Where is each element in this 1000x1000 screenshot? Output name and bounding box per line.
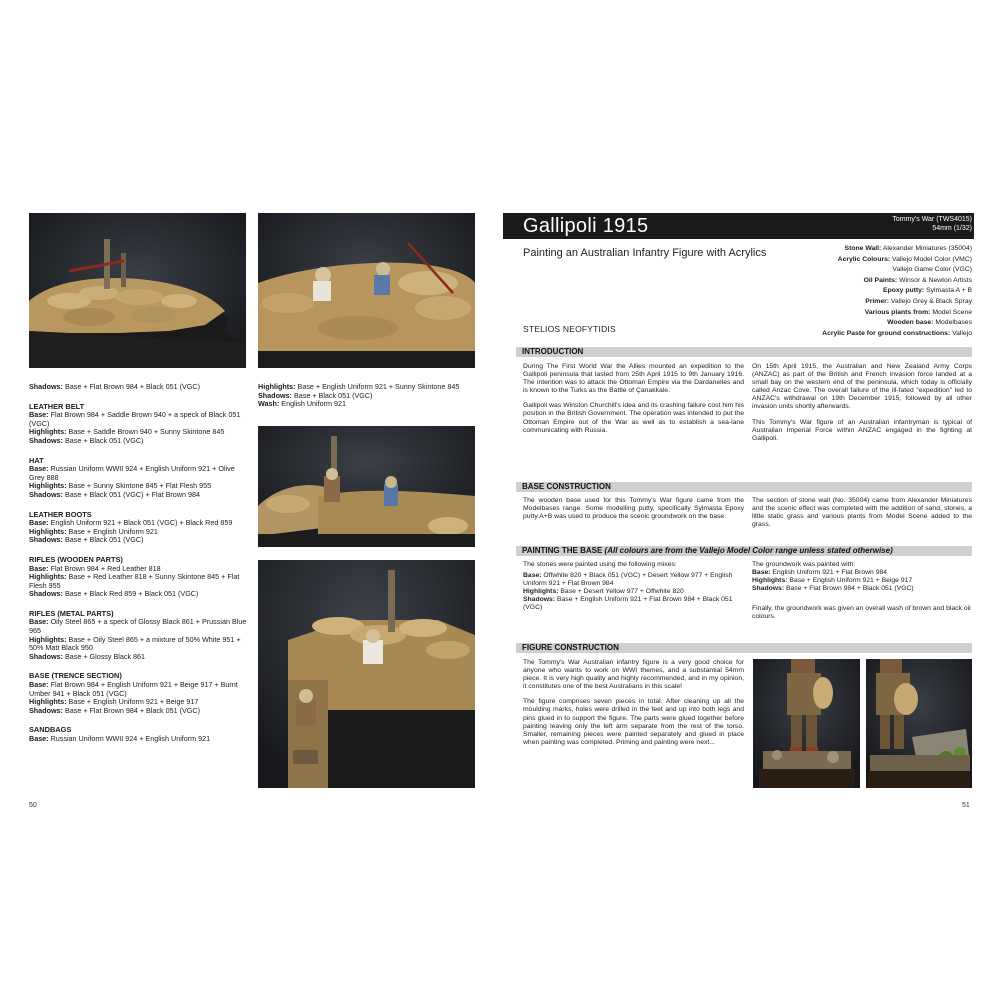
paint-label: Highlights: (752, 577, 788, 585)
kit-scale: 54mm (1/32) (932, 225, 972, 232)
recipe-line (29, 465, 251, 482)
intro-paragraph: Gallipoli was Winston Churchill's idea and its crashing failure cost him his position in the British Government. The operation was intended to put the Ottoman Empire out of the War as well as to establish a sea-lane communicating with Russia. (523, 402, 744, 434)
intro-paragraph: On 15th April 1915, the Australian and New Zealand Army Corps (ANZAC) as part of the British and French invasion force landed at a small bay on the western end of the peninsula, which today is officially called Anzac Cove. The overall failure of the ill-fated "expedition" led to ANZAC's withdrawal on 19th December 1915, followed by all other invasion units shortly afterwards. (752, 363, 972, 411)
materials-item (822, 308, 972, 319)
recipe-section (29, 556, 251, 599)
recipe-line (29, 681, 251, 698)
recipe-label: Shadows: (29, 435, 63, 445)
materials-item (822, 244, 972, 255)
left-recipe-column (29, 383, 251, 755)
materials-item (822, 286, 972, 297)
paint-text: Offwhite 820 + Black 051 (VGC) + Desert Yellow 977 + English Uniform 921 + Flat Brown 984 (523, 572, 733, 588)
figure-paragraph: The Tommy's War Australian infantry figure is a very good choice for anyone who wants to work on WWI themes, and a substantial 54mm piece. It is very high quality and highly recommended, and in my opinion, it constitutes one of the best Australians in this scale! (523, 659, 744, 691)
materials-item (822, 297, 972, 308)
recipe-label: Base: (29, 410, 49, 420)
caption-line (258, 400, 478, 409)
recipe-label: Highlights: (29, 634, 67, 644)
materials-item (822, 318, 972, 329)
materials-value: Winsor & Newton Artists (897, 276, 972, 284)
paint-line (752, 585, 972, 593)
page-number-right: 51 (962, 802, 970, 809)
recipe-label: Base: (29, 680, 49, 690)
paint-label: Shadows: (752, 585, 785, 593)
section-heading-figure-construction: FIGURE CONSTRUCTION (516, 643, 972, 653)
recipe-text: Flat Brown 984 + Red Leather 818 (48, 563, 161, 573)
recipe-section (29, 383, 251, 392)
recipe-text: Base + Saddle Brown 940 + Sunny Skintone 845 (66, 427, 225, 437)
article-subtitle: Painting an Australian Infantry Figure with Acrylics (523, 247, 767, 259)
recipe-label: Highlights: (29, 481, 67, 491)
recipe-label: Shadows: (29, 651, 63, 661)
materials-value: Model Scene (930, 308, 972, 316)
paint-label: Shadows: (523, 596, 556, 604)
recipe-section (29, 457, 251, 500)
materials-label: Stone Wall: (844, 245, 882, 252)
recipe-label: Shadows: (29, 589, 63, 599)
recipe-label: Highlights: (29, 572, 67, 582)
section-heading-base-construction: BASE CONSTRUCTION (516, 482, 972, 492)
recipe-text: Russian Uniform WWII 924 + English Uniform 921 + Olive Grey 888 (29, 464, 235, 482)
recipe-label: Base: (29, 563, 49, 573)
painting-base-right (752, 561, 972, 629)
photo-diorama-trench-1 (29, 213, 246, 368)
recipe-text: Base + English Uniform 921 + Beige 917 (66, 697, 199, 707)
recipe-section (29, 511, 251, 545)
recipe-line (29, 573, 251, 590)
recipe-text: Flat Brown 984 + English Uniform 921 + Beige 917 + Burnt Umber 941 + Black 051 (VGC) (29, 680, 238, 698)
paint-line (523, 588, 744, 596)
recipe-text: Flat Brown 984 + Saddle Brown 940 + a speck of Black 051 (VGC) (29, 410, 241, 428)
painting-base-left (523, 561, 744, 613)
recipe-text: English Uniform 921 (279, 399, 347, 409)
recipe-line (29, 491, 251, 500)
recipe-label: Highlights: (258, 382, 296, 391)
paint-line (752, 577, 972, 585)
recipe-label: Base: (29, 464, 49, 474)
photo-diorama-trench-3 (258, 426, 475, 547)
photo-diorama-trench-4 (258, 560, 475, 788)
materials-value: Sylmasta A + B (924, 287, 972, 295)
materials-label: Acrylic Colours: (837, 255, 891, 263)
author-name: STELIOS NEOFYTIDIS (523, 324, 616, 334)
page-number-left: 50 (29, 802, 37, 809)
recipe-section (29, 672, 251, 715)
intro-paragraph: During The First World War the Allies mounted an expedition to the Gallipoli peninsula that lasted from 25th April 1915 to 9th January 1916. The intention was to attack the Ottoman Empire via the Dardanelles and is known to the Turks as the Battle of Çanakkale. (523, 363, 744, 395)
recipe-text: Base + Red Leather 818 + Sunny Skintone 845 + Flat Flesh 955 (29, 572, 240, 590)
recipe-line (29, 437, 251, 446)
recipe-section-heading: RIFLES (METAL PARTS) (29, 608, 114, 618)
paint-line (523, 596, 744, 612)
recipe-text: Base + English Uniform 921 + Sunny Skintone 845 (295, 382, 460, 391)
materials-value: Vallejo Model Color (VMC) (890, 255, 972, 263)
painting-base-heading: PAINTING THE BASE (522, 546, 603, 555)
materials-label: Various plants from: (864, 308, 931, 316)
paint-line (523, 572, 744, 588)
section-heading-painting-base (516, 546, 972, 556)
recipe-label: Shadows: (29, 489, 63, 499)
recipe-label: Shadows: (29, 535, 63, 545)
section-heading-introduction: INTRODUCTION (516, 347, 972, 357)
recipe-section (29, 610, 251, 662)
recipe-text: Oily Steel 865 + a speck of Glossy Black 861 + Prussian Blue 965 (29, 617, 247, 636)
recipe-label: Base: (29, 617, 49, 627)
paint-text: Base + English Uniform 921 + Beige 917 (787, 577, 913, 585)
materials-item (822, 265, 972, 276)
materials-value: Vallejo (950, 329, 972, 337)
recipe-text: Russian Uniform WWII 924 + English Uniform 921 (48, 734, 211, 743)
paint-label: Base: (752, 569, 771, 577)
materials-value: Vallejo Grey & Black Spray (889, 297, 972, 305)
recipe-label: Base: (29, 734, 49, 743)
materials-label: Oil Paints: (863, 276, 898, 284)
base-construction-right (752, 497, 972, 536)
recipe-line (29, 735, 251, 744)
recipe-section-heading: HAT (29, 455, 44, 465)
paint-text: Base + English Uniform 921 + Flat Brown 984 + Black 051 (VGC) (523, 596, 733, 612)
figure-paragraph: The figure comprises seven pieces in total. After cleaning up all the moulding marks, holes were drilled in the feet and up into both legs and pins glued in to support the figure. The parts were glued together before painting leaving only the left arm separate from the rest of the torso. Smaller, remaining pieces were painted separately and glued in place when painting was completed. Priming and painting were next... (523, 698, 744, 746)
materials-label: Acrylic Paste for ground constructions: (822, 329, 951, 337)
recipe-label: Shadows: (29, 705, 63, 715)
recipe-text: English Uniform 921 + Black 051 (VGC) + Black Red 859 (48, 518, 233, 528)
intro-column-left (523, 363, 744, 442)
recipe-text: Base + Black 051 (VGC) (62, 535, 144, 545)
recipe-section-heading: BASE (TRENCE SECTION) (29, 671, 122, 681)
materials-label: Epoxy putty: (883, 287, 925, 295)
recipe-label: Base: (29, 518, 49, 528)
base-construction-paragraph: The wooden base used for this Tommy's War figure came from the Modelbases range. Some modelling putty, specifically Sylmasta Epoxy putty A+B was used to produce the scenic groundwork on the base. (523, 497, 744, 521)
groundwork-intro: The groundwork was painted with: (752, 561, 856, 568)
recipe-line (29, 411, 251, 428)
recipe-label: Highlights: (29, 427, 67, 437)
recipe-text: Base + Sunny Skintone 845 + Flat Flesh 955 (66, 481, 212, 491)
stones-intro: The stones were painted using the following mixes: (523, 561, 677, 568)
photo-figure-back (866, 659, 972, 788)
recipe-line (29, 653, 251, 662)
recipe-line (29, 383, 251, 392)
base-construction-paragraph: The section of stone wall (No. 35004) came from Alexander Miniatures and the scenic effect was completed with the addition of sand, stones, a little static grass and various plants from Model Scene added to the grass. (752, 497, 972, 529)
recipe-text: Base + Glossy Black 861 (62, 651, 146, 661)
recipe-label: Shadows: (258, 390, 292, 400)
materials-label: Primer: (865, 297, 890, 305)
recipe-text: Base + Black 051 (VGC) (62, 435, 144, 445)
recipe-text: Base + Black 051 (VGC) (291, 390, 373, 400)
recipe-label: Wash: (258, 399, 280, 409)
materials-item (822, 255, 972, 266)
materials-value: Vallejo Game Color (VGC) (892, 266, 972, 274)
materials-list (822, 244, 972, 339)
recipe-section (29, 726, 251, 743)
groundwork-outro: Finally, the groundwork was given an overall wash of brown and black oil colours. (752, 605, 971, 621)
recipe-line (29, 636, 251, 653)
intro-column-right (752, 363, 972, 450)
paint-text: English Uniform 921 + Flat Brown 984 (770, 569, 888, 577)
recipe-text: Base + Flat Brown 984 + Black 051 (VGC) (62, 705, 200, 715)
base-construction-left (523, 497, 744, 528)
recipe-text: Base + Oily Steel 865 + a mixture of 50% White 951 + 50% Matt Black 950 (29, 634, 241, 653)
kit-info (892, 215, 972, 233)
recipe-line (29, 618, 251, 635)
paint-line (752, 569, 972, 577)
paint-text: Base + Flat Brown 984 + Black 051 (VGC) (784, 585, 914, 593)
paint-label: Base: (523, 572, 542, 580)
photo-figure-front (753, 659, 860, 788)
recipe-label: Highlights: (29, 526, 67, 536)
painting-base-note: (All colours are from the Vallejo Model Color range unless stated otherwise) (602, 546, 893, 555)
materials-label: Wooden base: (887, 319, 934, 327)
paint-text: Base + Desert Yellow 977 + Offwhite 820 (558, 588, 684, 596)
recipe-section-heading: SANDBAGS (29, 725, 72, 735)
photo-diorama-trench-2 (258, 213, 475, 368)
recipe-text: Base + Flat Brown 984 + Black 051 (VGC) (62, 382, 200, 391)
materials-item (822, 276, 972, 287)
figure-construction-text (523, 659, 744, 754)
recipe-section-heading: RIFLES (WOODEN PARTS) (29, 554, 123, 564)
materials-item (822, 329, 972, 340)
intro-paragraph: This Tommy's War figure of an Australian infantryman is typical of Australian Imperial Force within ANZAC engaged in the fighting at Gallipoli. (752, 418, 972, 442)
recipe-section-heading: LEATHER BOOTS (29, 509, 92, 519)
recipe-text: Base + Black Red 859 + Black 051 (VGC) (62, 589, 199, 599)
materials-value: Modelbases (933, 319, 972, 327)
paint-label: Highlights: (523, 588, 559, 596)
recipe-label: Shadows: (29, 382, 63, 391)
recipe-text: Base + Black 051 (VGC) + Flat Brown 984 (62, 489, 200, 499)
recipe-line (29, 536, 251, 545)
recipe-line (29, 707, 251, 716)
article-title: Gallipoli 1915 (523, 215, 649, 237)
materials-value: Alexander Miniatures (35004) (881, 245, 972, 252)
photo-caption-right (258, 383, 478, 409)
recipe-section (29, 403, 251, 446)
recipe-section-heading: LEATHER BELT (29, 401, 85, 411)
recipe-line (29, 590, 251, 599)
kit-name: Tommy's War (TWS4015) (892, 216, 972, 223)
recipe-text: Base + English Uniform 921 (66, 526, 158, 536)
recipe-label: Highlights: (29, 697, 67, 707)
